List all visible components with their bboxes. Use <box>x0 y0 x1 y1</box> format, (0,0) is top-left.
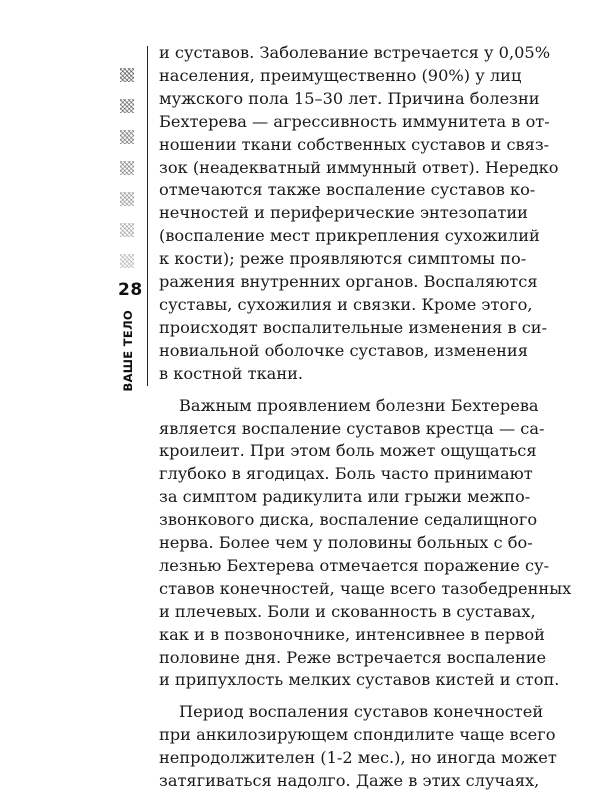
text-line: (воспаление мест прикрепления сухожилий <box>159 226 540 246</box>
section-marker <box>120 99 134 113</box>
text-line: звонкового диска, воспаление седалищного <box>159 510 538 530</box>
text-line: глубоко в ягодицах. Боль часто принимают <box>159 464 533 484</box>
text-line: половине дня. Реже встречается воспаление <box>159 647 547 667</box>
section-marker-strip <box>120 68 134 285</box>
paragraph <box>159 395 572 693</box>
text-line: и суставов. Заболевание встречается у 0,05% <box>159 43 551 62</box>
text-line: затягиваться надолго. Даже в этих случаях, <box>159 771 540 791</box>
section-marker <box>120 223 134 237</box>
text-line: Важным проявлением болезни Бехтерева <box>179 395 539 415</box>
text-line: зок (неадекватный иммунный ответ). Нередко <box>159 157 559 177</box>
text-line: ношении ткани собственных суставов и связ- <box>159 134 550 154</box>
text-line: нечностей и периферические энтезопатии <box>159 203 528 223</box>
text-line: кроилеит. При этом боль может ощущаться <box>159 441 537 461</box>
text-line: при анкилозирующем спондилите чаще всего <box>159 725 556 745</box>
text-line: отмечаются также воспаление суставов ко- <box>159 180 536 200</box>
section-marker <box>120 192 134 206</box>
text-line: является воспаление суставов крестца — са- <box>159 418 545 438</box>
section-marker <box>120 254 134 268</box>
text-line: происходят воспалительные изменения в си- <box>159 317 548 337</box>
text-line: нерва. Более чем у половины больных с бо- <box>159 533 533 553</box>
body-text <box>159 42 572 793</box>
text-line: и припухлость мелких суставов кистей и стоп. <box>159 670 560 690</box>
text-line: ражения внутренних органов. Воспаляются <box>159 272 538 292</box>
text-line: Бехтерева — агрессивность иммунитета в от- <box>159 111 550 131</box>
text-line: населения, преимущественно (90%) у лиц <box>159 65 522 85</box>
section-marker <box>120 161 134 175</box>
text-line: непродолжителен (1-2 мес.), но иногда может <box>159 748 557 768</box>
text-line: мужского пола 15–30 лет. Причина болезни <box>159 88 540 108</box>
text-line: новиальной оболочке суставов, изменения <box>159 340 528 360</box>
section-marker <box>120 68 134 82</box>
paragraph <box>159 42 559 386</box>
text-line: Период воспаления суставов конечностей <box>179 702 544 722</box>
text-line: лезнью Бехтерева отмечается поражение су- <box>159 555 550 575</box>
text-line: как и в позвоночнике, интенсивнее в первой <box>159 624 545 644</box>
paragraph <box>159 701 557 793</box>
text-line: суставы, сухожилия и связки. Кроме этого, <box>159 294 533 314</box>
section-marker <box>120 130 134 144</box>
running-head: ВАШЕ ТЕЛО <box>121 310 135 392</box>
text-line: и плечевых. Боли и скованность в суставах, <box>159 601 536 621</box>
text-line: к кости); реже проявляются симптомы по- <box>159 249 527 269</box>
text-line: в костной ткани. <box>159 363 304 383</box>
text-line: за симптом радикулита или грыжи межпо- <box>159 487 531 507</box>
margin-rule <box>147 46 148 386</box>
page-number: 28 <box>118 280 143 300</box>
text-line: ставов конечностей, чаще всего тазобедренных <box>159 578 572 598</box>
